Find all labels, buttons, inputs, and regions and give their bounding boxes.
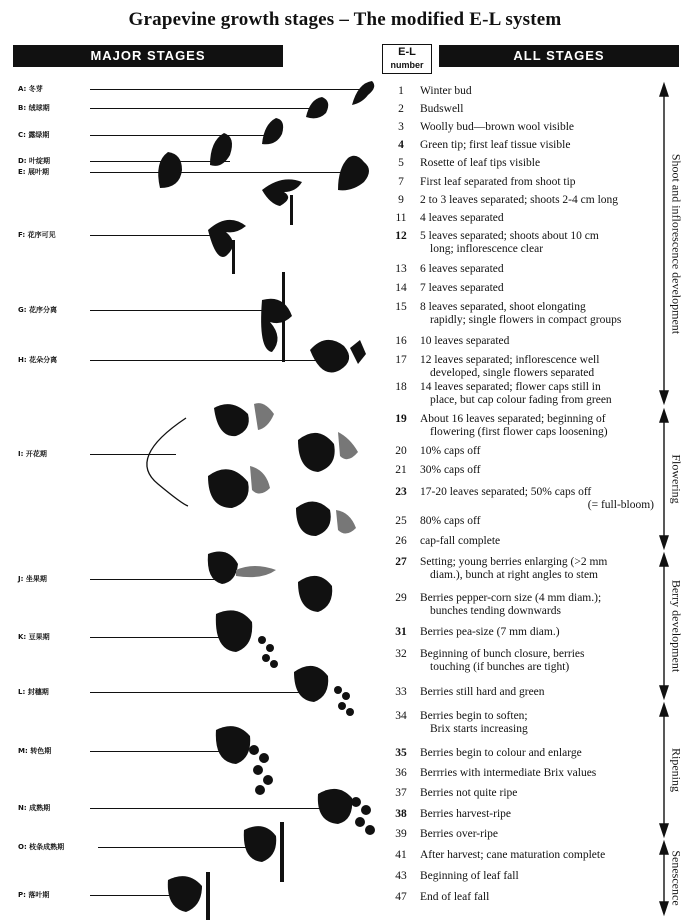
- category-berry-development: [656, 562, 690, 690]
- stage-text: First leaf separated from shoot tip: [420, 176, 576, 188]
- el-number: 47: [395, 891, 407, 903]
- stage-text-line1: 5 leaves separated; shoots about 10 cm: [420, 230, 599, 242]
- stage-text: 80% caps off: [420, 515, 481, 527]
- el-number: 9: [398, 194, 404, 206]
- major-stage-b: [18, 103, 50, 113]
- stage-text-line1: About 16 leaves separated; beginning of: [420, 413, 606, 425]
- stage-text: [420, 710, 682, 735]
- shoot-drawings: [208, 179, 366, 372]
- el-number: 15: [395, 301, 407, 313]
- major-stage-i: [18, 449, 47, 459]
- stage-text: Beginning of leaf fall: [420, 870, 519, 882]
- major-stage-o: [18, 842, 64, 852]
- major-stage-l: [18, 687, 49, 697]
- stage-text: Green tip; first leaf tissue visible: [420, 139, 571, 151]
- el-number: 34: [395, 710, 407, 722]
- leader-line: [90, 579, 226, 580]
- major-stage-label: G: 花序分离: [18, 306, 57, 314]
- category-label: Senescence: [669, 850, 684, 906]
- major-stage-e: [18, 167, 49, 177]
- stage-text-line2: Brix starts increasing: [430, 722, 528, 735]
- el-number: 32: [395, 648, 407, 660]
- major-stage-h: [18, 355, 57, 365]
- category-label: Flowering: [669, 454, 684, 504]
- stage-text: 10 leaves separated: [420, 335, 510, 347]
- el-number: 20: [395, 445, 407, 457]
- stage-text: Rosette of leaf tips visible: [420, 157, 541, 169]
- stage-text: Berries not quite ripe: [420, 787, 518, 799]
- major-stage-label: F: 花序可见: [18, 231, 56, 239]
- major-stages-header: MAJOR STAGES: [13, 45, 283, 67]
- major-stage-j: [18, 574, 47, 584]
- leader-line: [90, 360, 316, 361]
- stage-text-line1: 8 leaves separated, shoot elongating: [420, 301, 586, 313]
- major-stage-label: C: 露绿期: [18, 131, 50, 139]
- el-number: 17: [395, 354, 407, 366]
- major-stage-n: [18, 803, 50, 813]
- leader-line: [90, 454, 176, 455]
- el-number: 25: [395, 515, 407, 527]
- major-stage-label: O: 枝条成熟期: [18, 843, 65, 851]
- major-stage-label: P: 落叶期: [18, 891, 50, 899]
- stage-text: 30% caps off: [420, 464, 481, 476]
- major-stage-d: [18, 156, 50, 166]
- el-number: 33: [395, 686, 407, 698]
- flowering-drawings: [147, 403, 358, 536]
- leader-line: [90, 235, 222, 236]
- el-number: 21: [395, 464, 407, 476]
- leader-line: [90, 895, 182, 896]
- el-number: 3: [398, 121, 404, 133]
- el-number: 27: [395, 556, 407, 568]
- stage-text: 7 leaves separated: [420, 282, 504, 294]
- major-stage-p: [18, 890, 49, 900]
- stage-text-line1: Berries pepper-corn size (4 mm diam.);: [420, 592, 602, 604]
- stage-text-line2: (= full-bloom): [587, 498, 654, 511]
- major-stage-a: [18, 84, 43, 94]
- el-number: 7: [398, 176, 404, 188]
- stage-text: Woolly bud—brown wool visible: [420, 121, 574, 133]
- stage-text: [420, 230, 682, 255]
- major-stage-label: K: 豆果期: [18, 633, 50, 641]
- ripening-drawings: [216, 726, 375, 835]
- stage-text-line2: rapidly; single flowers in compact groups: [430, 313, 622, 326]
- category-label: Berry development: [669, 579, 684, 673]
- category-shoot-development: [656, 92, 690, 395]
- stage-text-line2: flowering (first flower caps loosening): [430, 425, 608, 438]
- leader-line: [90, 692, 306, 693]
- el-number: 31: [395, 626, 407, 638]
- stage-text: [420, 354, 682, 379]
- el-number: 2: [398, 103, 404, 115]
- stage-text: Berrries with intermediate Brix values: [420, 767, 597, 779]
- stage-text: 6 leaves separated: [420, 263, 504, 275]
- stage-text-line2: diam.), bunch at right angles to stem: [430, 568, 598, 581]
- el-number: 13: [395, 263, 407, 275]
- stage-text: [420, 381, 682, 406]
- el-number: 29: [395, 592, 407, 604]
- stage-text-line1: Beginning of bunch closure, berries: [420, 648, 585, 660]
- el-number: 12: [395, 230, 407, 242]
- stage-text: Berries still hard and green: [420, 686, 545, 698]
- category-label: Shoot and inflorescence development: [669, 153, 684, 334]
- major-stage-label: H: 花朵分离: [18, 356, 58, 364]
- all-stages-header: ALL STAGES: [439, 45, 679, 67]
- stage-text-line2: developed, single flowers separated: [430, 366, 595, 379]
- el-number: 37: [395, 787, 407, 799]
- el-number: 23: [395, 486, 407, 498]
- major-stage-label: A: 冬芽: [18, 85, 43, 93]
- stage-text-line1: 17-20 leaves separated; 50% caps off: [420, 486, 592, 498]
- stage-text-line1: Setting; young berries enlarging (>2 mm: [420, 556, 608, 568]
- major-stage-c: [18, 130, 49, 140]
- category-label: Ripening: [669, 748, 684, 792]
- stage-text-line2: touching (if bunches are tight): [430, 660, 570, 673]
- category-ripening: [656, 712, 690, 828]
- stage-text: After harvest; cane maturation complete: [420, 849, 606, 861]
- el-number: 11: [395, 212, 407, 224]
- stage-text: [420, 301, 682, 326]
- leader-line: [90, 161, 230, 162]
- stage-text-line2: long; inflorescence clear: [430, 242, 544, 255]
- major-stage-label: D: 叶绽期: [18, 157, 51, 165]
- category-flowering: [656, 418, 690, 540]
- stage-text: [420, 486, 682, 511]
- leader-line: [90, 637, 228, 638]
- major-stage-m: [18, 746, 51, 756]
- el-number: 16: [395, 335, 407, 347]
- stage-text: End of leaf fall: [420, 891, 490, 903]
- senescence-drawings: [168, 822, 284, 920]
- stage-text: 10% caps off: [420, 445, 481, 457]
- major-stage-k: [18, 632, 50, 642]
- el-number: 18: [395, 381, 407, 393]
- stage-text: Berries over-ripe: [420, 828, 498, 840]
- stage-text: cap-fall complete: [420, 535, 501, 547]
- el-number: 36: [395, 767, 407, 779]
- el-number: 1: [398, 85, 404, 97]
- major-stage-g: [18, 305, 57, 315]
- el-number: 19: [395, 413, 407, 425]
- stage-text-line2: place, but cap colour fading from green: [430, 393, 612, 406]
- stage-text: Berries pea-size (7 mm diam.): [420, 626, 560, 638]
- stage-text: Winter bud: [420, 85, 472, 97]
- major-stage-label: B: 绒球期: [18, 104, 50, 112]
- stage-text: Berries harvest-ripe: [420, 808, 512, 820]
- el-header-line1: E-L: [398, 46, 416, 58]
- stage-text: [420, 556, 682, 581]
- el-number: 43: [395, 870, 407, 882]
- el-number: 4: [398, 139, 404, 151]
- leader-line: [90, 172, 358, 173]
- el-number: 35: [395, 747, 407, 759]
- stage-text: 4 leaves separated: [420, 212, 504, 224]
- stage-text: Berries begin to colour and enlarge: [420, 747, 582, 759]
- major-stage-label: J: 坐果期: [18, 575, 47, 583]
- leader-line: [98, 847, 258, 848]
- stage-text: 2 to 3 leaves separated; shoots 2-4 cm long: [420, 194, 619, 206]
- major-stage-label: E: 展叶期: [18, 168, 50, 176]
- major-stage-label: L: 封穗期: [18, 688, 49, 696]
- stage-text: Budswell: [420, 103, 464, 115]
- leader-line: [90, 135, 280, 136]
- major-stage-f: [18, 230, 56, 240]
- major-stage-label: N: 成熟期: [18, 804, 51, 812]
- el-number: 38: [395, 808, 407, 820]
- leader-line: [90, 108, 326, 109]
- el-header-line2: number: [390, 60, 424, 70]
- leader-line: [90, 310, 270, 311]
- stage-text: [420, 592, 682, 617]
- major-stage-label: M: 转色期: [18, 747, 52, 755]
- major-stage-label: I: 开花期: [18, 450, 47, 458]
- el-number: 39: [395, 828, 407, 840]
- stage-text-line2: bunches tending downwards: [430, 604, 561, 617]
- el-number: 5: [398, 157, 404, 169]
- leader-line: [90, 808, 330, 809]
- category-senescence: [656, 850, 690, 906]
- diagram-title: Grapevine growth stages – The modified E-L system: [128, 9, 562, 30]
- leader-line: [90, 89, 370, 90]
- stage-text: [420, 648, 682, 673]
- stage-text: [420, 413, 682, 438]
- stage-text-line1: Berries begin to soften;: [420, 710, 528, 722]
- stage-text-line1: 14 leaves separated; flower caps still in: [420, 381, 601, 393]
- el-number: 26: [395, 535, 407, 547]
- stage-text-line1: 12 leaves separated; inflorescence well: [420, 354, 600, 366]
- el-number: 14: [395, 282, 407, 294]
- el-number: 41: [395, 849, 407, 861]
- leader-line: [90, 751, 230, 752]
